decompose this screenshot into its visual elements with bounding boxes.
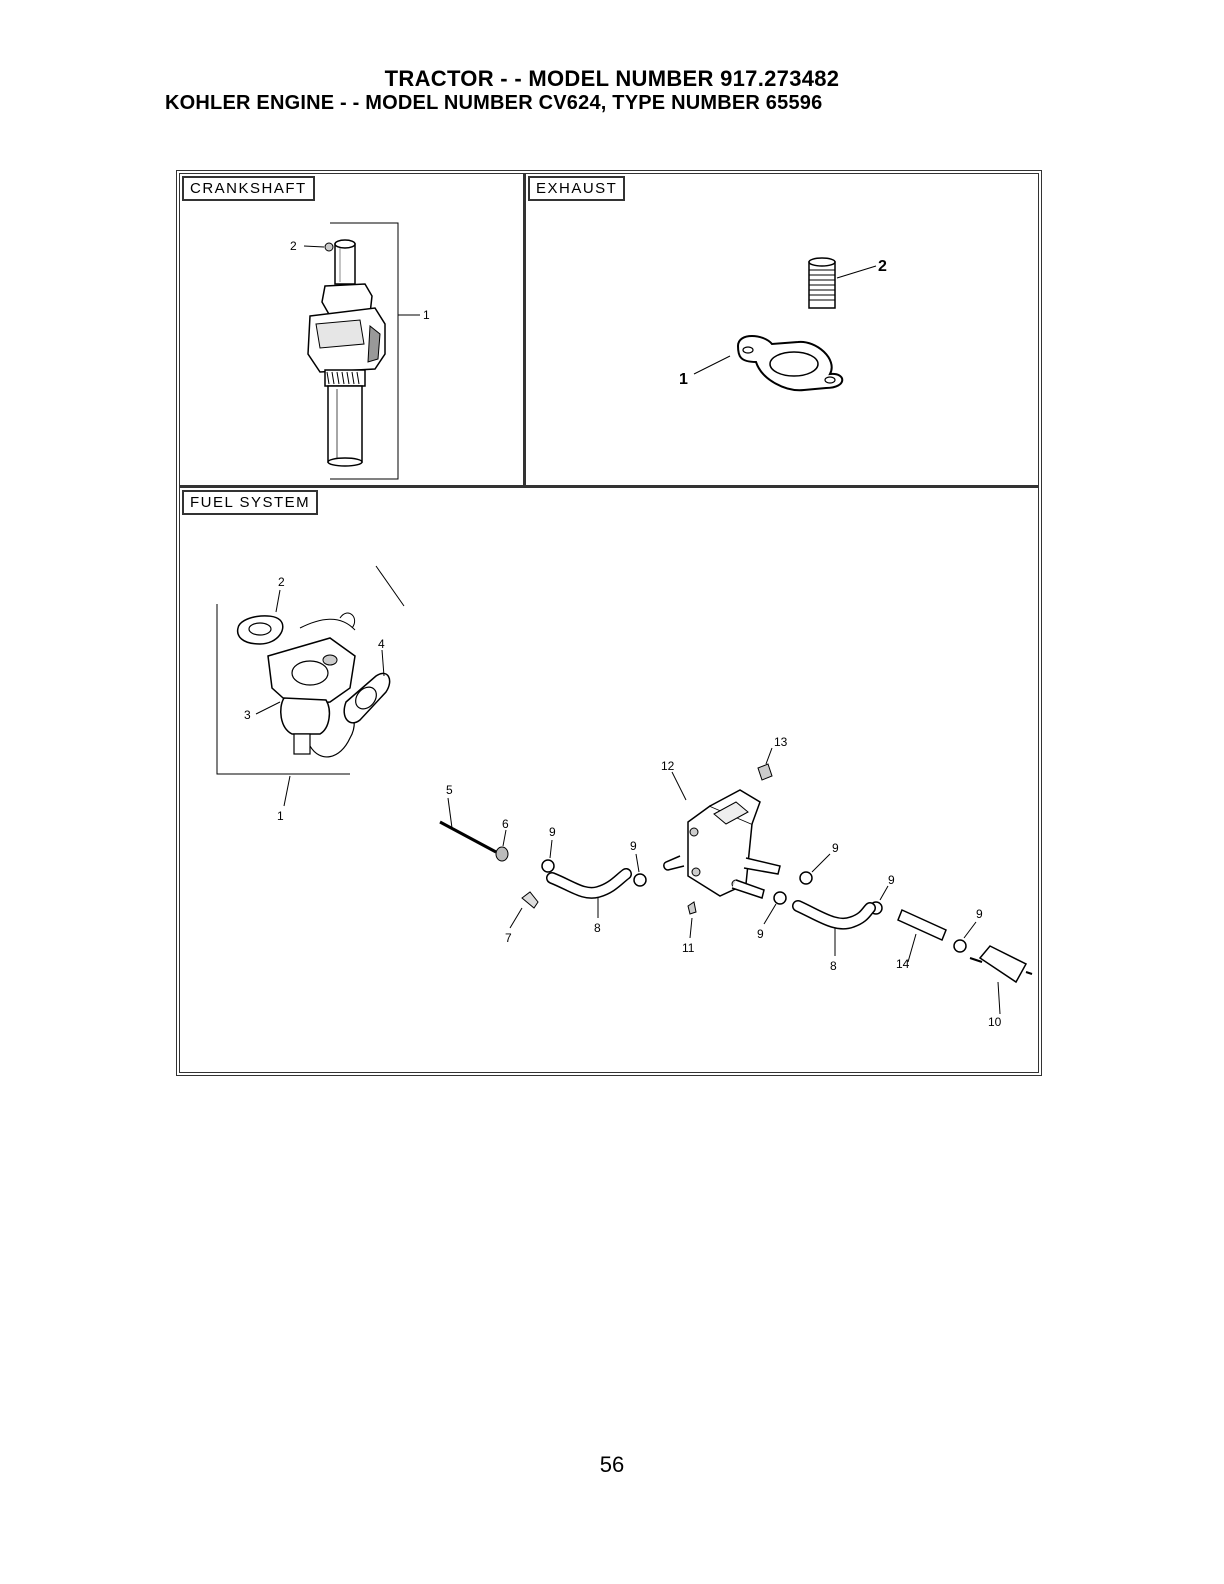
fuel-system-section	[180, 488, 1038, 1072]
crankshaft-section	[180, 174, 526, 488]
callout-label: 2	[878, 258, 887, 275]
exhaust-section	[526, 174, 1038, 488]
page-title: TRACTOR - - MODEL NUMBER 917.273482	[384, 66, 840, 91]
callout-label: 9	[976, 907, 983, 921]
callout-label: 9	[888, 873, 895, 887]
diagram-frame	[176, 170, 1042, 1076]
callout-label: 9	[630, 839, 637, 853]
page-subtitle: KOHLER ENGINE - - MODEL NUMBER CV624, TYPE NUMBER 65596	[165, 92, 823, 114]
callout-label: 11	[682, 941, 695, 955]
callout-label: 7	[505, 931, 512, 945]
callout-label: 14	[896, 957, 910, 971]
callout-label: 9	[549, 825, 556, 839]
callout-label: 8	[830, 959, 837, 973]
callout-label: 6	[502, 817, 509, 831]
callout-label: 2	[290, 239, 297, 253]
callout-label: 8	[594, 921, 601, 935]
callout-label: 1	[423, 308, 430, 322]
callout-label: 1	[679, 371, 688, 388]
callout-label: 1	[277, 809, 284, 823]
callout-label: 9	[832, 841, 839, 855]
callout-label: 4	[378, 637, 385, 651]
exhaust-drawing	[526, 174, 1038, 485]
fuel-system-drawing	[180, 488, 1038, 1072]
callout-label: 12	[661, 759, 675, 773]
fuel-system-section-title: FUEL SYSTEM	[182, 490, 318, 515]
callout-label: 10	[988, 1015, 1002, 1029]
callout-label: 13	[774, 735, 788, 749]
callout-label: 9	[757, 927, 764, 941]
callout-label: 3	[244, 708, 251, 722]
crankshaft-section-title: CRANKSHAFT	[182, 176, 315, 201]
page-number: 56	[599, 1452, 625, 1477]
exhaust-section-title: EXHAUST	[528, 176, 625, 201]
callout-label: 2	[278, 575, 285, 589]
crankshaft-drawing	[180, 174, 523, 485]
callout-label: 5	[446, 783, 453, 797]
